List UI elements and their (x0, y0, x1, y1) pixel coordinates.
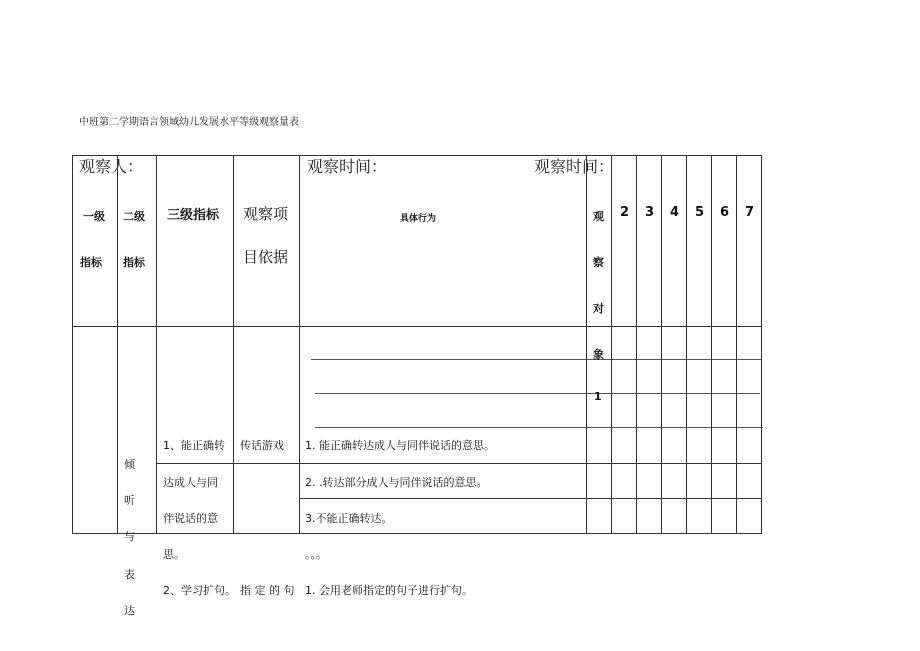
col-border (661, 155, 662, 534)
page-title: 中班第二学期语言领域幼儿发展水平等级观察量表 (79, 117, 299, 128)
basis-header: 观察项 (243, 205, 289, 223)
blank-rule (315, 427, 763, 428)
behavior-item: 3.不能正确转达。 (305, 512, 393, 525)
level1-header: 指标 (80, 256, 102, 269)
col-border (611, 155, 612, 534)
domain-char: 倾 (124, 458, 135, 471)
subject-number: 3 (645, 205, 655, 220)
level1-header: 一级 (83, 210, 105, 223)
subject-number: 6 (720, 205, 730, 220)
ellipsis: 。。。 (305, 548, 327, 561)
level3-header: 三级指标 (167, 208, 220, 223)
indicator-text: 达成人与同 (163, 476, 218, 489)
behavior-item: 1. 能正确转达成人与同伴说话的意思。 (305, 439, 495, 452)
col-border (586, 155, 587, 534)
domain-char: 表 (124, 568, 135, 581)
behavior-item: 2. .转达部分成人与同伴说话的意思。 (305, 476, 488, 489)
table-bottom-border (72, 533, 762, 534)
row-divider (156, 463, 762, 464)
domain-char: 听 (124, 494, 135, 507)
subject-header-char: 1 (594, 390, 602, 403)
col-border (636, 155, 637, 534)
subject-number: 7 (745, 205, 755, 220)
subject-number: 5 (695, 205, 705, 220)
col-border (233, 155, 234, 534)
basis-text: 传话游戏 (240, 439, 284, 452)
blank-rule (311, 359, 762, 360)
row-divider (299, 498, 762, 499)
subject-number: 2 (620, 205, 630, 220)
behavior-header: 具体行为 (400, 214, 437, 224)
basis-header: 目依据 (243, 248, 289, 266)
header-bottom-border (72, 326, 762, 327)
subject-header-char: 象 (593, 348, 604, 361)
subject-header-char: 对 (593, 302, 604, 315)
col-border (156, 155, 157, 534)
level2-header: 指标 (123, 256, 145, 269)
observation-time-label: 观察时间： (307, 157, 388, 176)
table-top-border (72, 155, 762, 156)
col-border (761, 155, 762, 534)
domain-char: 与 (124, 530, 135, 543)
observation-time-label: 观察时间： (534, 157, 615, 176)
col-border (736, 155, 737, 534)
basis-text: 指 定 的 句 (240, 584, 295, 597)
indicator-text: 1、能正确转 (163, 439, 225, 452)
observer-label: 观察人： (79, 157, 144, 176)
subject-number: 4 (670, 205, 680, 220)
behavior-item: 1. 会用老师指定的句子进行扩句。 (305, 584, 473, 597)
col-border (117, 155, 118, 534)
col-border (711, 155, 712, 534)
col-border (299, 155, 300, 534)
col-border (72, 155, 73, 534)
blank-rule (315, 393, 760, 394)
level2-header: 二级 (123, 210, 145, 223)
domain-char: 达 (124, 604, 135, 617)
indicator-text: 伴说话的意 (163, 512, 218, 525)
subject-header-char: 观 (593, 210, 604, 223)
indicator-text: 2、学习扩句。 (163, 584, 236, 597)
subject-header-char: 察 (593, 256, 604, 269)
col-border (686, 155, 687, 534)
indicator-text: 思。 (163, 548, 185, 561)
